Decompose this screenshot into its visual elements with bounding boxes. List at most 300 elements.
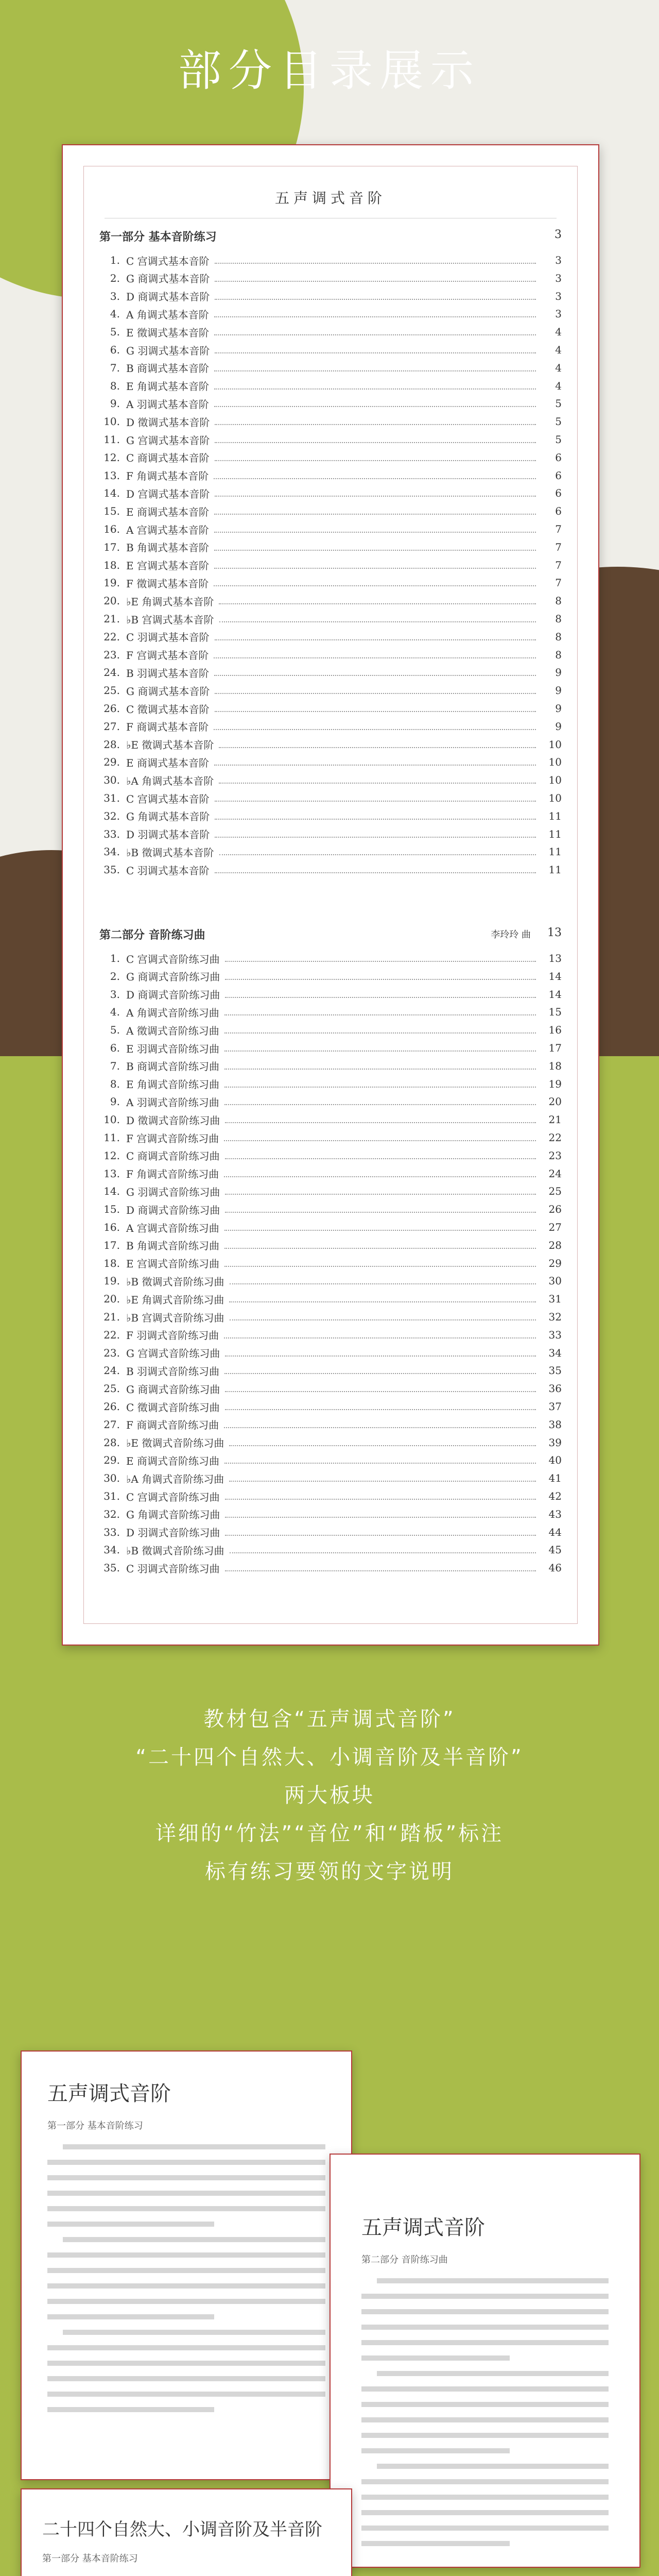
toc-row-title: D 宫调式基本音阶: [126, 487, 210, 500]
toc-row-title: ♭E 角调式音阶练习曲: [126, 1293, 224, 1306]
toc-row-leader: [214, 758, 536, 766]
toc-row-number: 9.: [110, 1095, 120, 1108]
toc-row-title: F 商调式音阶练习曲: [126, 1419, 219, 1432]
toc-row-number: 27.: [103, 1418, 120, 1431]
toc-row-title: A 羽调式基本音阶: [126, 398, 209, 411]
toc-row-number: 15.: [103, 505, 120, 518]
toc-row: [99, 556, 562, 574]
toc-row-number: 10.: [103, 415, 120, 428]
toc-row-title: E 宫调式音阶练习曲: [126, 1258, 219, 1270]
toc-row-page: 8: [555, 595, 562, 607]
toc-row-title: E 商调式音阶练习曲: [126, 1454, 219, 1467]
toc-row-number: 5.: [110, 1024, 120, 1037]
text-line-placeholder: [47, 2222, 214, 2227]
toc-row-number: 30.: [103, 1472, 120, 1485]
toc-row-page: 35: [548, 1364, 562, 1377]
toc-row: [99, 753, 562, 771]
toc-row-number: 8.: [110, 379, 120, 392]
toc-row-page: 9: [555, 666, 562, 679]
toc-row-number: 7.: [110, 1059, 120, 1072]
toc-row-page: 4: [555, 361, 562, 374]
toc-row-number: 4.: [110, 1006, 120, 1019]
toc-row: [99, 1290, 562, 1308]
toc-row-page: 34: [548, 1346, 562, 1359]
toc-row-leader: [224, 1224, 536, 1231]
toc-row-leader: [224, 1421, 536, 1428]
toc-row-leader: [219, 776, 536, 784]
toc-row-number: 28.: [103, 738, 120, 751]
toc-row-page: 39: [548, 1436, 562, 1449]
toc-row-page: 11: [548, 809, 562, 822]
toc-row-page: 30: [548, 1275, 562, 1287]
toc-frame: [83, 166, 578, 1624]
toc-row-number: 9.: [110, 397, 120, 410]
toc-row: [99, 377, 562, 395]
text-line-placeholder: [377, 2371, 609, 2376]
toc-row-leader: [215, 489, 536, 497]
toc-row-leader: [225, 1564, 536, 1571]
toc-row-number: 14.: [103, 1185, 120, 1198]
toc-row: [99, 484, 562, 502]
toc-row-page: 25: [548, 1185, 562, 1198]
toc-row-page: 41: [548, 1472, 562, 1485]
toc-row: [99, 305, 562, 323]
text-line-placeholder: [361, 2433, 609, 2438]
toc-row-leader: [215, 687, 536, 694]
toc-row-leader: [229, 1295, 536, 1302]
toc-row-number: 19.: [103, 577, 120, 589]
text-line-placeholder: [47, 2283, 325, 2289]
sample-page-card-3: [21, 2488, 352, 2576]
toc-row-page: 10: [548, 792, 562, 804]
toc-row: [99, 502, 562, 520]
toc-row: [99, 1236, 562, 1254]
toc-row-number: 2.: [110, 272, 120, 284]
toc-row-page: 36: [548, 1382, 562, 1395]
toc-row-title: ♭A 角调式音阶练习曲: [126, 1472, 224, 1485]
toc-row-leader: [225, 1529, 536, 1536]
toc-row-page: 42: [548, 1490, 562, 1502]
toc-row-title: G 羽调式音阶练习曲: [126, 1185, 220, 1198]
toc-row-number: 23.: [103, 1346, 120, 1359]
toc-row-page: 10: [548, 756, 562, 769]
intro-line-4: 详细的“竹法”“音位”和“踏板”标注: [155, 1822, 504, 1845]
card-subtitle: 第一部分 基本音阶练习: [42, 2553, 138, 2564]
toc-row-number: 32.: [103, 809, 120, 822]
toc-row-title: D 羽调式基本音阶: [126, 828, 210, 841]
toc-row: [99, 1451, 562, 1469]
toc-row-leader: [214, 562, 536, 569]
text-line-placeholder: [361, 2541, 510, 2546]
toc-row-page: 10: [548, 774, 562, 787]
text-line-placeholder: [361, 2526, 609, 2531]
toc-row-title: F 宫调式基本音阶: [126, 649, 209, 662]
toc-part2-header: [99, 926, 562, 942]
text-line-placeholder: [47, 2392, 325, 2397]
toc-row: [99, 628, 562, 646]
toc-row-number: 11.: [103, 1131, 120, 1144]
toc-row-title: G 角调式基本音阶: [126, 810, 210, 823]
toc-row-number: 28.: [103, 1436, 120, 1449]
text-line-placeholder: [47, 2191, 325, 2196]
toc-row-title: A 羽调式音阶练习曲: [126, 1096, 219, 1109]
toc-row-title: F 宫调式音阶练习曲: [126, 1132, 219, 1145]
toc-row: [99, 1469, 562, 1487]
toc-row-leader: [214, 507, 536, 515]
toc-row-leader: [214, 364, 536, 371]
toc-row: [99, 950, 562, 967]
toc-row-leader: [230, 1277, 536, 1284]
toc-row-page: 14: [548, 970, 562, 982]
toc-row: [99, 968, 562, 985]
toc-row: [99, 1362, 562, 1379]
toc-row-page: 22: [548, 1131, 562, 1144]
text-line-placeholder: [361, 2325, 609, 2330]
toc-row-number: 24.: [103, 1364, 120, 1377]
toc-row-page: 4: [555, 379, 562, 392]
toc-row-number: 21.: [103, 613, 120, 625]
text-line-placeholder: [47, 2376, 325, 2381]
sample-page-card-2: [330, 2154, 640, 2568]
toc-row-page: 11: [548, 845, 562, 858]
toc-row-leader: [225, 1152, 536, 1159]
toc-row-leader: [225, 1385, 536, 1392]
text-line-placeholder: [361, 2340, 609, 2345]
toc-row: [99, 1380, 562, 1397]
toc-row: [99, 359, 562, 377]
toc-row-number: 3.: [110, 290, 120, 302]
toc-row-number: 12.: [103, 451, 120, 464]
toc-row-leader: [215, 831, 536, 838]
toc-row-number: 32.: [103, 1507, 120, 1520]
toc-row-number: 14.: [103, 487, 120, 500]
toc-row-leader: [219, 597, 536, 604]
toc-row-leader: [214, 669, 536, 676]
toc-row-number: 29.: [103, 1454, 120, 1467]
text-line-placeholder: [361, 2309, 609, 2314]
toc-row-number: 29.: [103, 756, 120, 769]
toc-row-page: 23: [548, 1149, 562, 1162]
toc-row-leader: [215, 794, 536, 802]
toc-row: [99, 251, 562, 269]
text-line-placeholder: [361, 2402, 609, 2407]
toc-row-title: D 商调式音阶练习曲: [126, 1204, 220, 1216]
toc-row-number: 11.: [103, 433, 120, 446]
toc-row-leader: [224, 1170, 536, 1177]
toc-row-title: E 徵调式基本音阶: [126, 326, 209, 339]
card-title: 五声调式音阶: [361, 2216, 485, 2240]
toc-part2-label: 第二部分 音阶练习曲: [99, 928, 205, 942]
toc-part1-page: 3: [554, 228, 562, 241]
toc-row-leader: [225, 1511, 536, 1518]
toc-row: [99, 574, 562, 591]
toc-row-page: 31: [548, 1293, 562, 1306]
toc-row-number: 13.: [103, 469, 120, 482]
toc-row: [99, 1308, 562, 1326]
toc-row-page: 19: [548, 1077, 562, 1090]
toc-row: [99, 431, 562, 448]
toc-row-page: 26: [548, 1203, 562, 1216]
toc-row: [99, 1075, 562, 1093]
toc-row-leader: [215, 705, 536, 712]
toc-row-leader: [230, 1313, 536, 1320]
toc-row: [99, 1487, 562, 1505]
toc-row-title: D 商调式基本音阶: [126, 291, 210, 303]
toc-row-number: 13.: [103, 1167, 120, 1180]
toc-row-title: ♭A 角调式基本音阶: [126, 774, 214, 787]
text-line-placeholder: [47, 2206, 325, 2211]
toc-row: [99, 1200, 562, 1218]
toc-row-leader: [215, 418, 536, 425]
text-line-placeholder: [377, 2278, 609, 2283]
toc-row-leader: [225, 955, 536, 962]
toc-row-title: ♭B 徵调式基本音阶: [126, 846, 214, 859]
text-line-placeholder: [361, 2294, 609, 2299]
toc-row-page: 21: [548, 1113, 562, 1126]
toc-row-leader: [215, 633, 536, 640]
toc-row-page: 44: [548, 1526, 562, 1538]
toc-row-title: E 羽调式音阶练习曲: [126, 1042, 219, 1055]
toc-row-page: 40: [548, 1454, 562, 1467]
toc-row: [99, 1093, 562, 1110]
toc-row-title: C 羽调式基本音阶: [126, 864, 210, 877]
text-line-placeholder: [47, 2252, 325, 2258]
toc-title: 五声调式音阶: [274, 190, 386, 207]
toc-row-page: 20: [548, 1095, 562, 1108]
toc-row-title: G 商调式音阶练习曲: [126, 1383, 220, 1396]
toc-row: [99, 1021, 562, 1039]
toc-row-title: E 商调式基本音阶: [126, 756, 209, 769]
toc-row-title: D 徵调式音阶练习曲: [126, 1114, 220, 1127]
card-title: 二十四个自然大、小调音阶及半音阶: [42, 2519, 322, 2540]
toc-row-leader: [225, 1116, 536, 1123]
toc-row-leader: [219, 615, 536, 622]
toc-row: [99, 538, 562, 556]
toc-row: [99, 736, 562, 753]
toc-row-page: 24: [548, 1167, 562, 1180]
toc-row: [99, 825, 562, 843]
toc-row-number: 8.: [110, 1077, 120, 1090]
toc-row-number: 27.: [103, 720, 120, 733]
toc-row-title: E 宫调式基本音阶: [126, 560, 209, 572]
toc-row-leader: [224, 1367, 536, 1374]
toc-row-leader: [214, 472, 536, 479]
toc-row-title: D 商调式音阶练习曲: [126, 989, 220, 1002]
toc-row-leader: [229, 1439, 536, 1446]
toc-row-title: G 宫调式音阶练习曲: [126, 1347, 220, 1360]
toc-row-page: 7: [555, 558, 562, 571]
toc-row-title: B 商调式基本音阶: [126, 362, 210, 375]
text-line-placeholder: [47, 2160, 325, 2165]
toc-row-leader: [214, 382, 536, 389]
toc-row-title: E 商调式基本音阶: [126, 505, 209, 518]
toc-row-page: 29: [548, 1257, 562, 1269]
text-line-placeholder: [63, 2237, 325, 2242]
toc-row-leader: [224, 1242, 536, 1249]
intro-line-5: 标有练习要领的文字说明: [205, 1860, 454, 1884]
toc-row-page: 45: [548, 1544, 562, 1556]
toc-row: [99, 269, 562, 287]
toc-row-page: 8: [555, 613, 562, 625]
toc-row-page: 38: [548, 1418, 562, 1431]
toc-row-title: C 徵调式音阶练习曲: [126, 1401, 220, 1414]
toc-row-number: 5.: [110, 326, 120, 338]
toc-row-number: 10.: [103, 1113, 120, 1126]
toc-row: [99, 1398, 562, 1415]
toc-row-leader: [215, 436, 536, 443]
toc-row-title: ♭B 宫调式音阶练习曲: [126, 1311, 224, 1324]
toc-row: [99, 718, 562, 735]
toc-part2-composer: 李玲玲 曲: [491, 929, 531, 940]
toc-row-number: 16.: [103, 1221, 120, 1233]
toc-row-number: 1.: [110, 254, 120, 266]
toc-row-page: 18: [548, 1059, 562, 1072]
toc-row-page: 3: [555, 272, 562, 284]
toc-row-title: A 角调式基本音阶: [126, 308, 209, 321]
toc-row-leader: [224, 1080, 536, 1088]
toc-row-page: 8: [555, 648, 562, 661]
toc-row: [99, 1272, 562, 1290]
toc-row: [99, 1434, 562, 1451]
toc-row: [99, 610, 562, 628]
toc-row: [99, 341, 562, 359]
card-subtitle: 第一部分 基本音阶练习: [47, 2121, 143, 2131]
toc-row-page: 5: [555, 433, 562, 446]
toc-row-page: 11: [548, 863, 562, 876]
toc-row-title: C 宫调式音阶练习曲: [126, 953, 220, 965]
toc-row-title: A 宫调式基本音阶: [126, 523, 209, 536]
toc-row-title: A 宫调式音阶练习曲: [126, 1222, 219, 1234]
toc-row-title: G 商调式基本音阶: [126, 685, 210, 698]
toc-row-title: F 角调式音阶练习曲: [126, 1168, 219, 1181]
toc-row: [99, 413, 562, 430]
toc-row: [99, 843, 562, 860]
toc-row-leader: [225, 973, 536, 980]
toc-row-title: C 徵调式基本音阶: [126, 703, 210, 716]
toc-row-number: 1.: [110, 952, 120, 964]
toc-row: [99, 986, 562, 1003]
toc-row-page: 11: [548, 827, 562, 840]
toc-row-page: 9: [555, 720, 562, 733]
text-line-placeholder: [47, 2175, 325, 2180]
toc-row-leader: [229, 1475, 536, 1482]
toc-row-leader: [225, 991, 536, 998]
text-line-placeholder: [361, 2417, 609, 2422]
toc-row-leader: [214, 723, 536, 730]
toc-part1-label: 第一部分 基本音阶练习: [99, 230, 217, 244]
toc-row-page: 6: [555, 487, 562, 500]
text-line-placeholder: [361, 2479, 609, 2484]
toc-row-number: 34.: [103, 845, 120, 858]
text-line-placeholder: [377, 2464, 609, 2469]
text-line-placeholder: [47, 2361, 325, 2366]
text-line-placeholder: [47, 2345, 325, 2350]
toc-row-title: ♭E 徵调式基本音阶: [126, 739, 214, 752]
toc-row-page: 7: [555, 540, 562, 553]
toc-row-number: 19.: [103, 1275, 120, 1287]
toc-row-title: ♭B 徵调式音阶练习曲: [126, 1544, 224, 1557]
toc-row-title: G 羽调式基本音阶: [126, 344, 210, 357]
text-line-placeholder: [361, 2355, 510, 2361]
toc-row-title: G 宫调式基本音阶: [126, 434, 210, 447]
toc-row-title: B 羽调式音阶练习曲: [126, 1365, 220, 1378]
toc-row-number: 31.: [103, 1490, 120, 1502]
toc-row-number: 24.: [103, 666, 120, 679]
toc-row-number: 25.: [103, 684, 120, 697]
toc-row-title: D 羽调式音阶练习曲: [126, 1527, 220, 1539]
toc-row-number: 2.: [110, 970, 120, 982]
toc-row-title: C 羽调式基本音阶: [126, 631, 210, 644]
toc-row-page: 7: [555, 523, 562, 535]
toc-row-page: 5: [555, 415, 562, 428]
toc-row-title: F 羽调式音阶练习曲: [126, 1329, 219, 1342]
toc-row-number: 15.: [103, 1203, 120, 1216]
toc-row-title: C 羽调式音阶练习曲: [126, 1562, 220, 1575]
toc-row-title: D 徵调式基本音阶: [126, 416, 210, 429]
toc-row-title: ♭B 宫调式基本音阶: [126, 613, 214, 626]
toc-row-title: B 角调式音阶练习曲: [126, 1240, 220, 1252]
text-line-placeholder: [361, 2448, 510, 2453]
toc-row-title: C 商调式基本音阶: [126, 452, 210, 465]
toc-row: [99, 323, 562, 341]
toc-row-leader: [225, 1206, 536, 1213]
toc-part2-page: 13: [547, 926, 562, 939]
toc-row-title: E 角调式基本音阶: [126, 380, 209, 393]
toc-row-leader: [215, 257, 536, 264]
toc-row-number: 25.: [103, 1382, 120, 1395]
toc-row-title: E 角调式音阶练习曲: [126, 1078, 219, 1091]
toc-row-page: 10: [548, 738, 562, 751]
toc-row: [99, 520, 562, 538]
toc-row-title: C 商调式音阶练习曲: [126, 1150, 220, 1163]
toc-row-page: 9: [555, 702, 562, 715]
toc-row: [99, 1218, 562, 1236]
toc-row-title: B 商调式音阶练习曲: [126, 1060, 220, 1073]
sample-page-card-1: [21, 2050, 352, 2480]
toc-row-page: 16: [548, 1024, 562, 1037]
toc-row-leader: [214, 526, 536, 533]
toc-document: [62, 144, 599, 1646]
toc-row: [99, 1523, 562, 1541]
toc-row-title: F 商调式基本音阶: [126, 721, 209, 734]
toc-row-number: 7.: [110, 361, 120, 374]
toc-row-leader: [214, 651, 536, 658]
toc-row: [99, 807, 562, 825]
toc-row-page: 33: [548, 1328, 562, 1341]
toc-row-title: B 羽调式基本音阶: [126, 667, 210, 680]
toc-row-number: 20.: [103, 1293, 120, 1306]
toc-row-leader: [215, 812, 536, 820]
toc-row-leader: [224, 1456, 536, 1464]
toc-row: [99, 592, 562, 609]
toc-row-page: 3: [555, 254, 562, 266]
toc-row: [99, 1182, 562, 1200]
toc-row: [99, 664, 562, 681]
toc-row-leader: [224, 1026, 536, 1033]
toc-row-number: 18.: [103, 558, 120, 571]
toc-row-number: 33.: [103, 827, 120, 840]
toc-row-leader: [214, 310, 536, 317]
toc-row-number: 17.: [103, 1239, 120, 1251]
toc-row-page: 37: [548, 1400, 562, 1413]
toc-row: [99, 1541, 562, 1558]
toc-row: [99, 449, 562, 466]
toc-row-title: G 商调式音阶练习曲: [126, 971, 220, 984]
toc-row-title: F 徵调式基本音阶: [126, 577, 209, 590]
toc-row-page: 6: [555, 505, 562, 518]
toc-row-title: C 宫调式基本音阶: [126, 792, 210, 805]
text-line-placeholder: [361, 2510, 609, 2515]
